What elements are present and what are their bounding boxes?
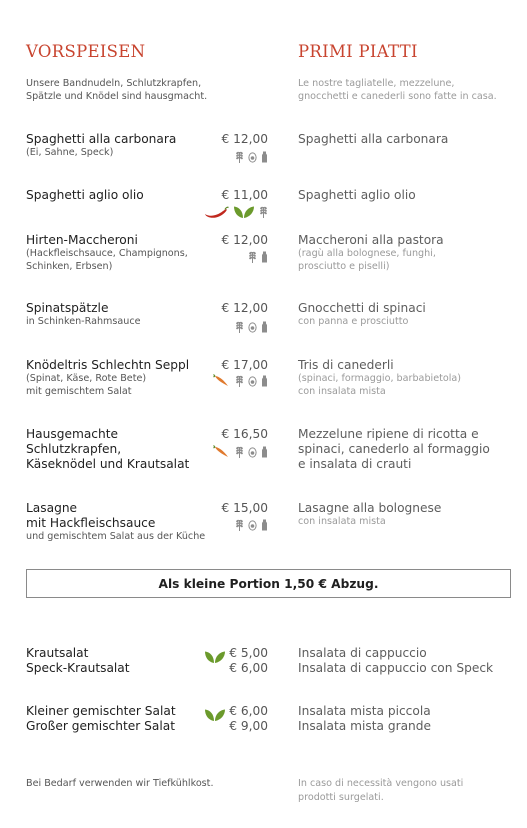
carrot-icon — [213, 374, 231, 388]
salad-name-line: Insalata mista piccola — [298, 704, 431, 718]
item-description: (Hackfleischsauce, Champignons, — [26, 248, 188, 259]
milk-icon — [261, 519, 268, 531]
item-name-line: Spaghetti aglio olio — [26, 188, 144, 202]
wheat-icon — [248, 251, 257, 263]
item-name-line: Tris di canederli — [298, 358, 394, 372]
wheat-icon — [235, 446, 244, 458]
item-name-line: Maccheroni alla pastora — [298, 233, 444, 247]
salad-name-line: Insalata di cappuccio con Speck — [298, 661, 494, 675]
item-name-line: Käseknödel und Krautsalat — [26, 457, 190, 471]
salad-name-line: Kleiner gemischter Salat — [26, 704, 176, 718]
item-name-line: Spinatspätzle — [26, 301, 109, 315]
item-description: (spinaci, formaggio, barbabietola) — [298, 373, 462, 384]
section-heading-de: VORSPEISEN — [26, 42, 146, 61]
item-name-line: Gnocchetti di spinaci — [298, 301, 426, 315]
wheat-icon — [235, 519, 244, 531]
item-price: € 12,00 — [221, 132, 268, 146]
egg-icon — [248, 151, 257, 163]
salad-prices — [208, 704, 268, 734]
item-price: € 16,50 — [221, 427, 268, 441]
allergen-icons — [246, 250, 268, 264]
vegan-leaf-icon — [233, 205, 255, 219]
item-name-line: Spaghetti alla carbonara — [298, 132, 449, 146]
item-price: € 17,00 — [221, 358, 268, 372]
carrot-icon — [213, 445, 231, 459]
item-name-it — [298, 132, 513, 147]
item-price: € 11,00 — [221, 188, 268, 202]
item-name-it — [298, 188, 513, 203]
salad-name-line: Krautsalat — [26, 646, 89, 660]
item-price: € 15,00 — [221, 501, 268, 515]
item-description: con insalata mista — [298, 385, 386, 397]
egg-icon — [248, 519, 257, 531]
allergen-icons — [233, 150, 268, 164]
footer-note-it: In caso di necessità vengono usati prodotti surgelati. — [298, 778, 464, 803]
salad-name-line: Insalata mista grande — [298, 719, 432, 733]
chili-icon — [203, 205, 229, 219]
item-description: con insalata mista — [298, 516, 386, 527]
small-portion-notice: Als kleine Portion 1,50 € Abzug. — [26, 569, 511, 598]
allergen-icons — [201, 205, 268, 219]
item-name-it — [298, 358, 513, 398]
item-description: und gemischtem Salat aus der Küche — [26, 531, 206, 542]
item-name-line: spinaci, canederlo al formaggio — [298, 442, 490, 456]
milk-icon — [261, 446, 268, 458]
item-name-line: e insalata di crauti — [298, 457, 412, 471]
milk-icon — [261, 151, 268, 163]
item-name-de — [26, 427, 216, 472]
item-description: prosciutto e piselli) — [298, 260, 390, 272]
item-description: mit gemischtem Salat — [26, 385, 132, 397]
milk-icon — [261, 321, 268, 333]
item-description: (Spinat, Käse, Rote Bete) — [26, 373, 147, 384]
egg-icon — [248, 446, 257, 458]
salad-name-line: Insalata di cappuccio — [298, 646, 427, 660]
allergen-icons — [233, 320, 268, 334]
salad-price: € 9,00 — [229, 719, 268, 733]
milk-icon — [261, 251, 268, 263]
allergen-icons — [233, 518, 268, 532]
item-name-line: Hirten-Maccheroni — [26, 233, 138, 247]
egg-icon — [248, 375, 257, 387]
item-name-line: Mezzelune ripiene di ricotta e — [298, 427, 479, 441]
footer-note-de: Bei Bedarf verwenden wir Tiefkühlkost. — [26, 778, 214, 789]
salad-price: € 5,00 — [229, 646, 268, 660]
item-name-de — [26, 132, 216, 160]
salad-name-it — [298, 704, 518, 734]
item-name-line: Spaghetti alla carbonara — [26, 132, 177, 146]
salad-price: € 6,00 — [229, 661, 268, 675]
item-name-line: mit Hackfleischsauce — [26, 516, 156, 530]
item-name-de — [26, 301, 216, 329]
milk-icon — [261, 375, 268, 387]
salad-name-it — [298, 646, 518, 676]
item-description: Schinken, Erbsen) — [26, 260, 113, 272]
salad-name-line: Speck-Krautsalat — [26, 661, 130, 675]
item-price: € 12,00 — [221, 301, 268, 315]
item-name-it — [298, 301, 513, 329]
salad-prices — [208, 646, 268, 676]
item-description: con panna e prosciutto — [298, 316, 409, 327]
salad-name-de — [26, 646, 206, 676]
egg-icon — [248, 321, 257, 333]
salad-price: € 6,00 — [229, 704, 268, 718]
item-name-line: Lasagne alla bolognese — [298, 501, 442, 515]
wheat-icon — [235, 375, 244, 387]
item-name-line: Knödeltris Schlechtn Seppl — [26, 358, 190, 372]
allergen-icons — [211, 445, 268, 459]
intro-it: Le nostre tagliatelle, mezzelune, gnocchetti e canederli sono fatte in casa. — [298, 78, 497, 102]
item-price: € 12,00 — [221, 233, 268, 247]
item-name-de — [26, 501, 216, 544]
wheat-icon — [259, 206, 268, 218]
item-name-line: Lasagne — [26, 501, 78, 515]
salad-name-line: Großer gemischter Salat — [26, 719, 175, 733]
item-name-it — [298, 233, 513, 273]
item-name-line: Hausgemachte — [26, 427, 118, 441]
item-name-line: Schlutzkrapfen, — [26, 442, 122, 456]
wheat-icon — [235, 151, 244, 163]
item-description: (Ei, Sahne, Speck) — [26, 147, 114, 158]
intro-de: Unsere Bandnudeln, Schlutzkrapfen, Spätzle und Knödel sind hausgmacht. — [26, 78, 208, 102]
item-name-it — [298, 501, 513, 529]
item-description: (ragù alla bolognese, funghi, — [298, 248, 436, 259]
salad-name-de — [26, 704, 206, 734]
item-name-de — [26, 233, 216, 273]
allergen-icons — [211, 374, 268, 388]
section-heading-it: PRIMI PIATTI — [298, 42, 418, 61]
item-name-de — [26, 358, 216, 398]
item-name-it — [298, 427, 513, 472]
item-name-line: Spaghetti aglio olio — [298, 188, 416, 202]
item-name-de — [26, 188, 216, 203]
wheat-icon — [235, 321, 244, 333]
item-description: in Schinken-Rahmsauce — [26, 316, 141, 327]
